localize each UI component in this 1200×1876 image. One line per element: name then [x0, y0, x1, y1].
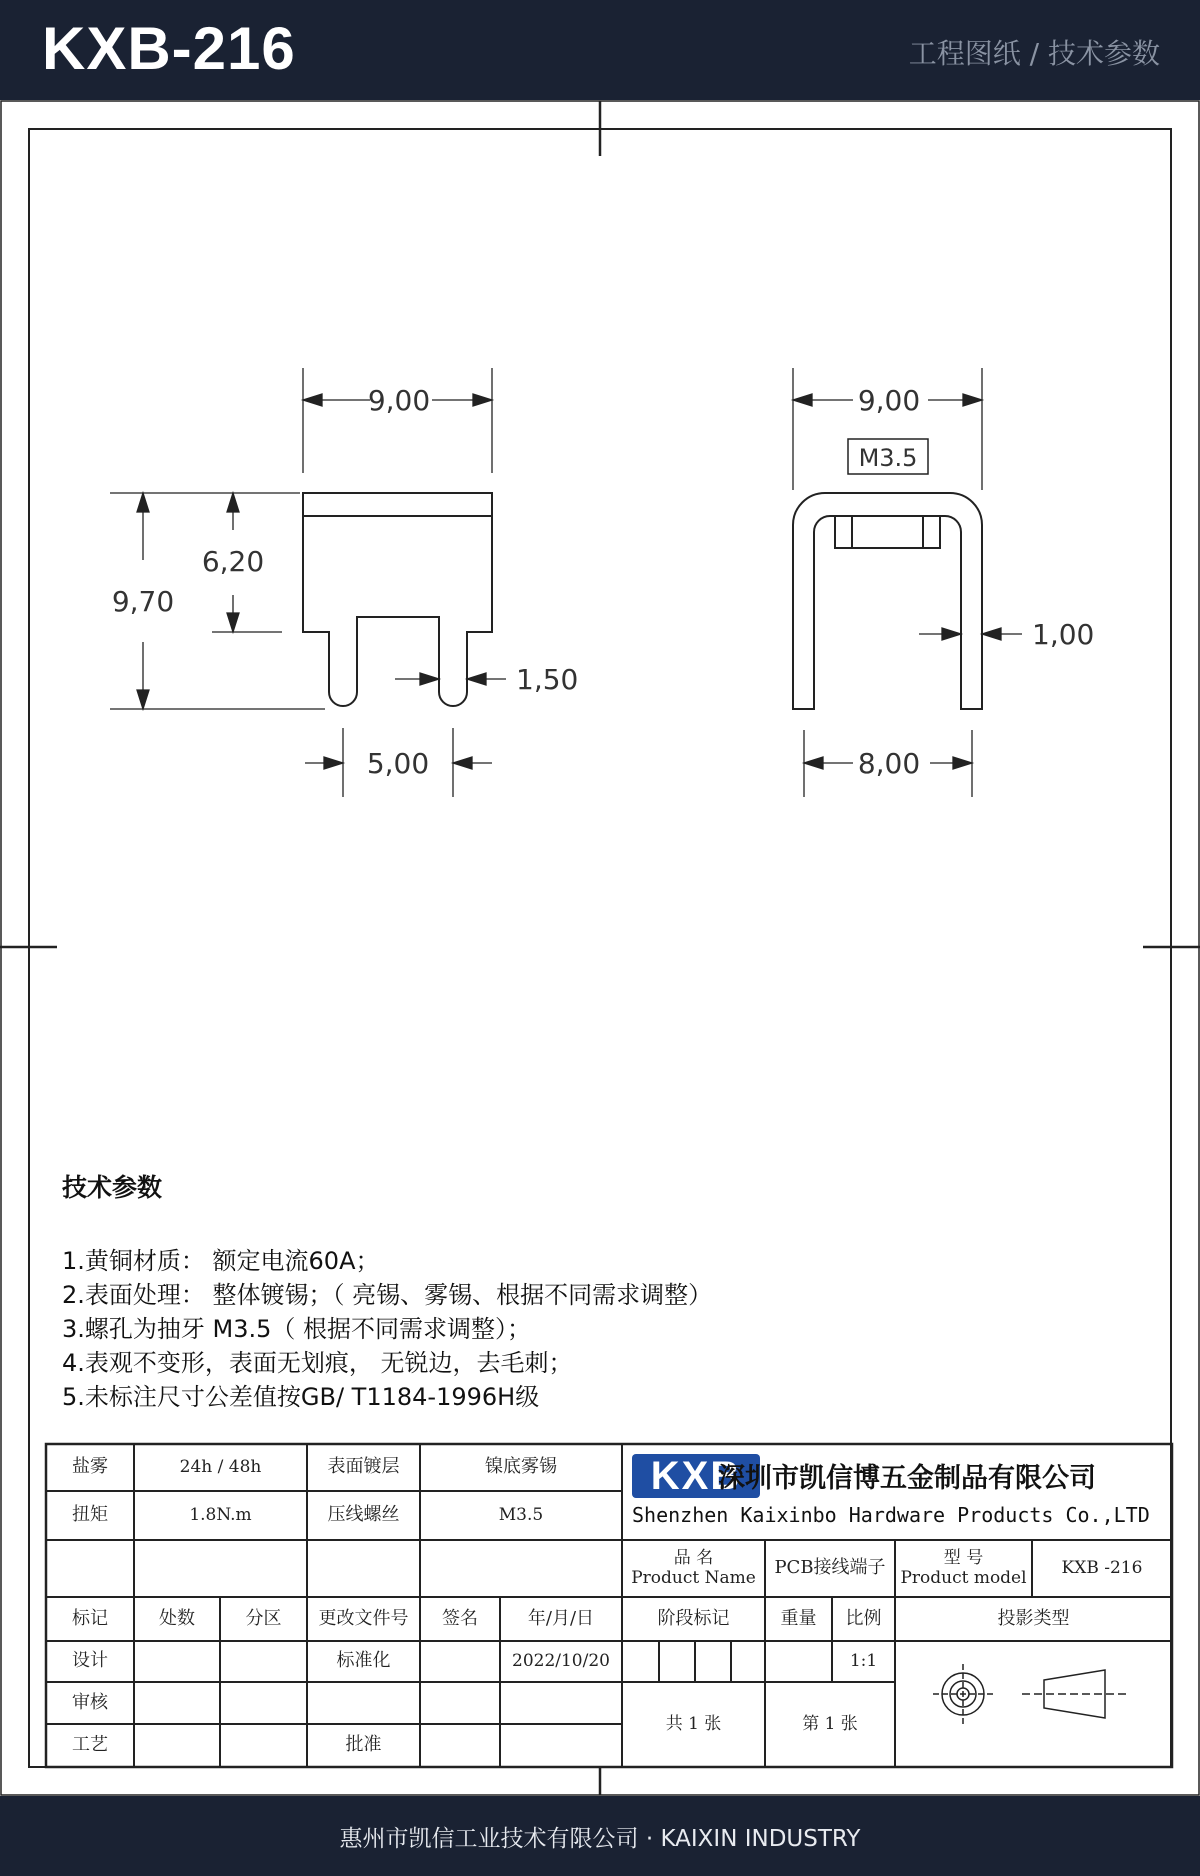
model-label	[895, 1540, 1032, 1597]
logo-text: KXB	[650, 1454, 742, 1498]
page-subtitle: 工程图纸 / 技术参数	[908, 37, 1160, 70]
note-item: 3.螺孔为抽牙 M3.5（ 根据不同需求调整）；	[62, 1315, 532, 1343]
salt-spray-value: 24h / 48h	[179, 1456, 262, 1477]
torque-value: 1.8N.m	[189, 1504, 252, 1525]
product-name-en: Product Name	[631, 1567, 756, 1588]
col-mark: 标记	[72, 1607, 108, 1629]
review-label: 审核	[72, 1691, 108, 1713]
col-count: 处数	[159, 1607, 195, 1629]
front-dim-body-height: 6,20	[201, 545, 265, 578]
front-view-outline	[303, 493, 492, 706]
front-dim-pin-pitch: 5,00	[366, 747, 430, 780]
front-dim-total-height: 9,70	[111, 585, 175, 618]
product-name-cn: 品 名	[673, 1547, 714, 1568]
plating-value: 镍底雾锡	[485, 1456, 557, 1478]
model-en: Product model	[900, 1567, 1027, 1588]
plating-label: 表面镀层	[327, 1456, 400, 1478]
screw-value: M3.5	[498, 1504, 544, 1525]
side-view-dimensions	[793, 368, 1022, 797]
col-stage: 阶段标记	[657, 1607, 730, 1629]
technical-notes	[62, 1168, 1142, 1414]
sheet-number: 第 1 张	[802, 1713, 858, 1734]
sheets-total: 共 1 张	[665, 1713, 722, 1734]
side-dim-inner: 8,00	[857, 747, 921, 780]
front-dim-pin-width: 1,50	[516, 663, 579, 696]
page-title: KXB-216	[42, 15, 296, 82]
torque-label: 扭矩	[72, 1504, 108, 1526]
col-weight: 重量	[780, 1607, 817, 1629]
header-bar	[0, 0, 1200, 100]
note-item: 5.未标注尺寸公差值按GB/ T1184-1996H级	[62, 1383, 540, 1411]
side-view-outline	[793, 493, 982, 709]
screw-label: 压线螺丝	[327, 1504, 400, 1526]
model-value: KXB -216	[1061, 1557, 1143, 1578]
front-dim-width: 9,00	[367, 384, 431, 417]
product-name-label	[622, 1540, 765, 1597]
process-label: 工艺	[72, 1734, 108, 1756]
product-name-value: PCB接线端子	[774, 1557, 886, 1579]
footer-bar	[0, 1796, 1200, 1876]
col-projection: 投影类型	[997, 1607, 1070, 1629]
side-view-nut	[835, 516, 940, 548]
footer-text: 惠州市凯信工业技术有限公司 · KAIXIN INDUSTRY	[339, 1826, 861, 1852]
front-view-dimensions	[110, 368, 506, 797]
col-sign: 签名	[442, 1607, 478, 1629]
salt-spray-label: 盐雾	[72, 1456, 108, 1478]
company-name-cn: 深圳市凯信博五金制品有限公司	[718, 1463, 1096, 1494]
front-view	[303, 493, 492, 706]
note-item: 1.黄铜材质： 额定电流60A；	[62, 1247, 380, 1275]
model-cn: 型 号	[943, 1547, 984, 1568]
note-item: 2.表面处理： 整体镀锡；（ 亮锡、雾锡、根据不同需求调整）	[62, 1281, 713, 1309]
date-value: 2022/10/20	[512, 1650, 610, 1671]
scale-value: 1:1	[849, 1650, 878, 1671]
side-dim-width: 9,00	[857, 384, 921, 417]
notes-title: 技术参数	[62, 1173, 163, 1202]
col-scale: 比例	[845, 1607, 882, 1629]
col-date: 年/月/日	[527, 1607, 595, 1629]
standardize-label: 标准化	[336, 1650, 391, 1672]
side-view	[793, 439, 982, 709]
design-label: 设计	[72, 1650, 108, 1672]
projection-symbol	[933, 1664, 1130, 1724]
note-item: 4.表观不变形，表面无划痕， 无锐边，去毛刺；	[62, 1349, 573, 1377]
company-name-en: Shenzhen Kaixinbo Hardware Products Co.,LTD	[632, 1503, 1150, 1527]
side-dim-thickness: 1,00	[1032, 618, 1095, 651]
col-zone: 分区	[245, 1607, 282, 1629]
side-thread-label: M3.5	[858, 444, 918, 472]
col-doc: 更改文件号	[318, 1607, 409, 1629]
approve-label: 批准	[345, 1734, 382, 1756]
